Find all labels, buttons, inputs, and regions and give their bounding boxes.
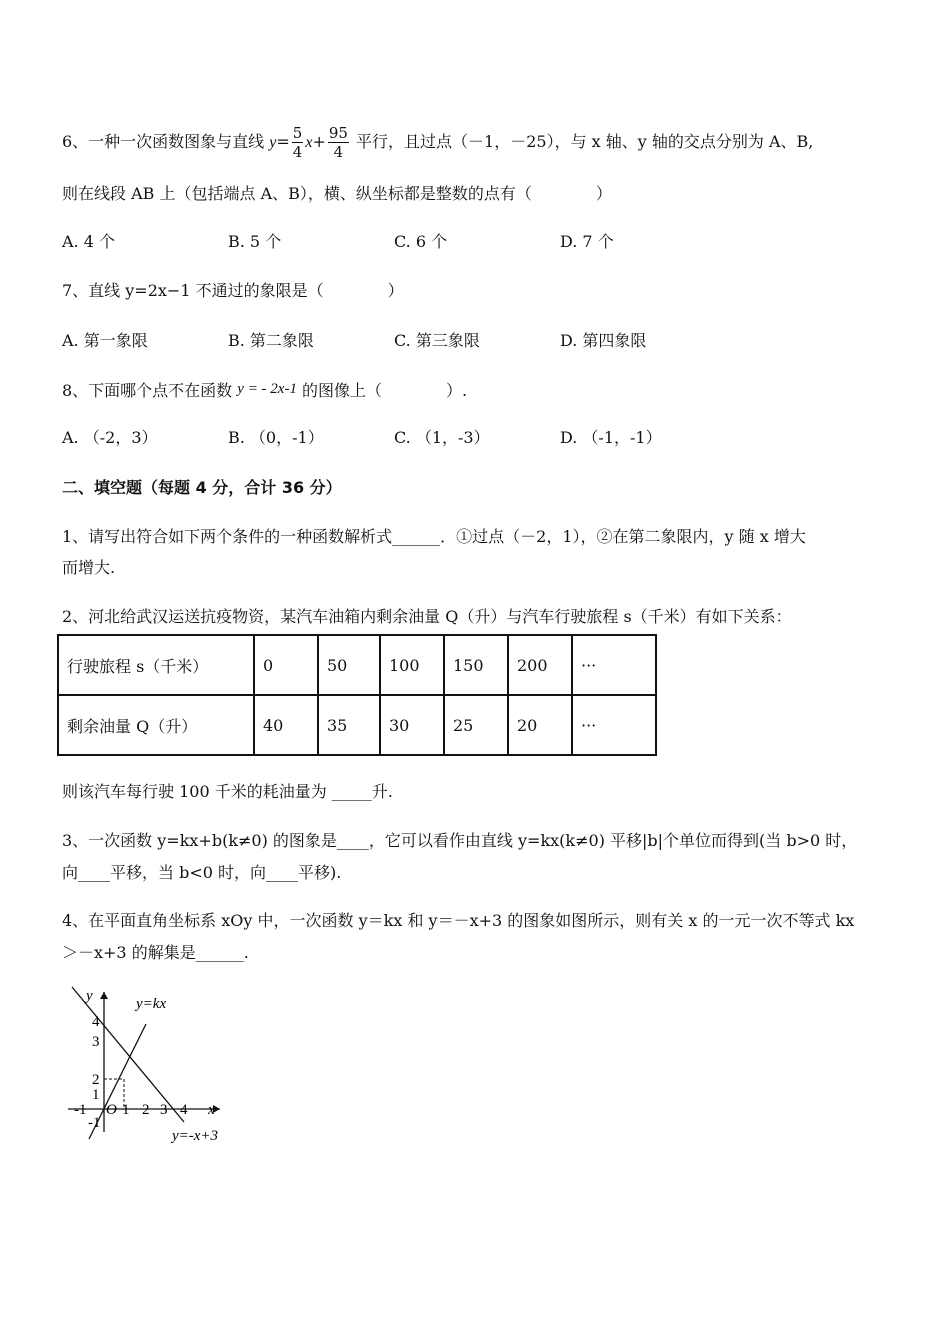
q7-option-c[interactable]: C. 第三象限 [394, 331, 480, 350]
q8-stem-prefix: 8、下面哪个点不在函数 [62, 381, 238, 400]
table-row [58, 695, 656, 755]
q6-option-a[interactable]: A. 4 个 [62, 232, 115, 251]
q6-frac2-numerator: 95 [328, 124, 348, 142]
table-cell: 30 [380, 695, 444, 755]
table-cell: ··· [572, 695, 656, 755]
x-tick-label: 4 [180, 1102, 188, 1118]
table-row [58, 635, 656, 695]
q7-option-d[interactable]: D. 第四象限 [560, 331, 647, 350]
f2-stem: 2、河北给武汉运送抗疫物资，某汽车油箱内剩余油量 Q（升）与汽车行驶旅程 s（千米）有如下关系： [62, 607, 792, 626]
function-graph [60, 982, 250, 1152]
table-cell: 25 [444, 695, 508, 755]
q6-frac1-numerator: 5 [292, 124, 303, 142]
q8-stem-suffix: 的图像上（ ）. [296, 381, 468, 400]
q8-option-c[interactable]: C. （1，-3） [394, 428, 490, 447]
x-tick-label: 1 [122, 1102, 130, 1118]
y-tick-label: 3 [92, 1034, 100, 1050]
q6-fraction-1 [292, 124, 304, 161]
f3-line2: 向____平移，当 b<0 时，向____平移). [62, 863, 342, 882]
label-y-neg-x-plus-3: y=-x+3 [172, 1128, 219, 1144]
table-cell: 20 [508, 695, 572, 755]
q6-eq-x: x [305, 134, 313, 151]
q6-fraction-2 [328, 124, 349, 161]
f2-data-table [57, 634, 657, 756]
table-cell: 50 [318, 635, 380, 695]
f3-line1: 3、一次函数 y=kx+b(k≠0) 的图象是____，它可以看作由直线 y=kx(k≠0) 平移|b|个单位而得到(当 b>0 时， [62, 831, 858, 850]
table-cell: 剩余油量 Q（升） [58, 695, 254, 755]
q8-option-d[interactable]: D. （-1，-1） [560, 428, 662, 447]
y-tick-label: 4 [92, 1014, 100, 1030]
f1-line2: 而增大. [62, 558, 116, 577]
q7-stem: 7、直线 y=2x−1 不通过的象限是（ ） [62, 281, 404, 300]
q6-frac1-denominator: 4 [292, 143, 303, 161]
q6-eq-plus: + [312, 132, 326, 151]
label-y-kx: y=kx [136, 996, 167, 1012]
table-cell: 35 [318, 695, 380, 755]
origin-label: O [106, 1102, 117, 1118]
table-cell: 200 [508, 635, 572, 695]
table-cell: 0 [254, 635, 318, 695]
table-cell: 行驶旅程 s（千米） [58, 635, 254, 695]
table-cell: ··· [572, 635, 656, 695]
q8-formula: y = - 2x-1 [237, 381, 297, 397]
f4-line2: ＞－x+3 的解集是______. [62, 943, 249, 962]
table-cell: 150 [444, 635, 508, 695]
q6-line1-prefix: 6、一种一次函数图象与直线 [62, 132, 270, 151]
f1-line1: 1、请写出符合如下两个条件的一种函数解析式______．①过点（－2，1），②在第二象限内，y 随 x 增大 [62, 527, 806, 546]
q6-frac2-denominator: 4 [333, 143, 344, 161]
x-tick-label: -1 [74, 1102, 87, 1118]
f2-after: 则该汽车每行驶 100 千米的耗油量为 _____升. [62, 782, 393, 801]
q6-eq-equals: = [276, 132, 290, 151]
y-axis-arrow [100, 992, 108, 999]
q8-stem [62, 378, 467, 402]
f4-line1: 4、在平面直角坐标系 xOy 中，一次函数 y＝kx 和 y＝－x+3 的图象如图所示，则有关 x 的一元一次不等式 kx [62, 911, 855, 930]
q6-option-c[interactable]: C. 6 个 [394, 232, 448, 251]
q6-line2: 则在线段 AB 上（包括端点 A、B），横、纵坐标都是整数的点有（ ） [62, 184, 612, 203]
q6-line1-suffix: 平行，且过点（－1，－25），与 x 轴、y 轴的交点分别为 A、B, [350, 132, 814, 151]
x-tick-label: 3 [160, 1102, 168, 1118]
y-axis-label: y [86, 988, 93, 1004]
q6-option-b[interactable]: B. 5 个 [228, 232, 282, 251]
section-2-title: 二、填空题（每题 4 分，合计 36 分） [62, 478, 342, 497]
q6-line1 [62, 124, 813, 161]
q7-option-a[interactable]: A. 第一象限 [62, 331, 148, 350]
y-tick-label: 1 [92, 1087, 100, 1103]
table-cell: 40 [254, 695, 318, 755]
q8-option-a[interactable]: A. （-2，3） [62, 428, 158, 447]
table-cell: 100 [380, 635, 444, 695]
q6-eq-y: y [269, 134, 277, 151]
x-axis-label: x [208, 1102, 215, 1118]
q6-option-d[interactable]: D. 7 个 [560, 232, 614, 251]
q7-option-b[interactable]: B. 第二象限 [228, 331, 314, 350]
y-tick-label: 2 [92, 1072, 100, 1088]
x-tick-label: 2 [142, 1102, 150, 1118]
y-tick-label: -1 [88, 1115, 101, 1131]
q8-option-b[interactable]: B. （0，-1） [228, 428, 324, 447]
